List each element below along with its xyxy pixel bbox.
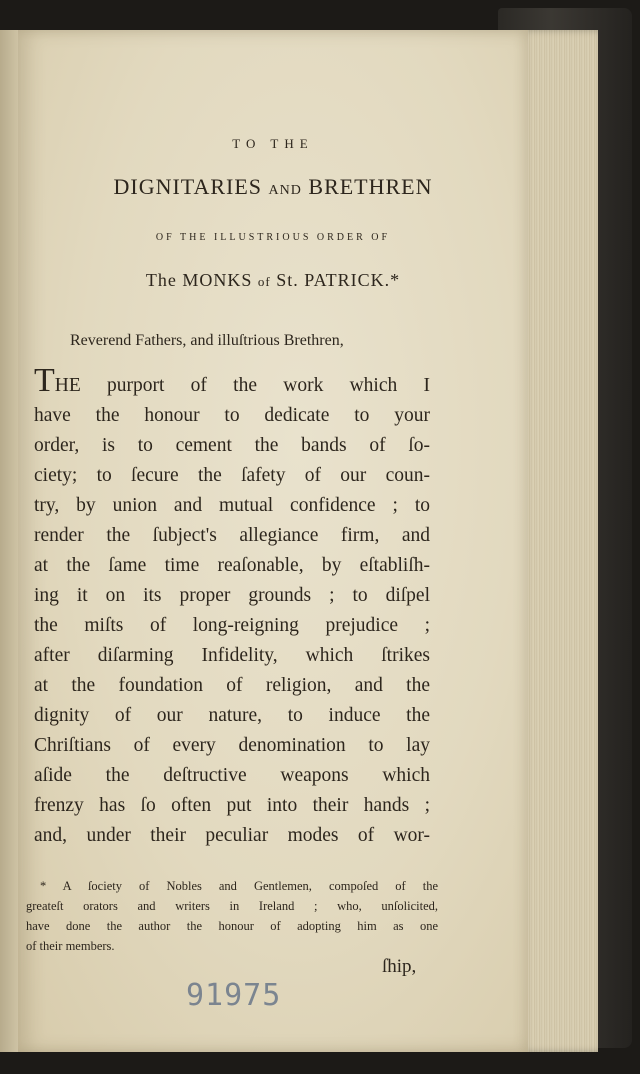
heading-order-line: OF THE ILLUSTRIOUS ORDER OF: [155, 232, 391, 243]
footnote-line: of their members.: [26, 939, 115, 953]
body-line: and, under their peculiar modes of wor-: [34, 825, 430, 846]
book-page: [18, 30, 528, 1052]
body-line-text: HE purport of the work which I: [54, 375, 430, 396]
body-line: ciety; to ſecure the ſafety of our coun-: [34, 465, 430, 486]
footnote: [26, 876, 438, 956]
footnote-line: * A ſociety of Nobles and Gentlemen, compoſed of the: [40, 879, 438, 893]
heading-monks-name: MONKS: [182, 270, 253, 290]
heading-and-word: AND: [268, 183, 302, 198]
heading-dignitaries: [18, 174, 528, 200]
heading-monks-st: St. PATRICK.*: [276, 270, 401, 290]
body-line: after diſarming Infidelity, which ſtrikes: [34, 645, 430, 666]
body-line: at the ſame time reaſonable, by eſtabliſh-: [34, 555, 430, 576]
body-line: the miſts of long-reigning prejudice ;: [34, 615, 430, 636]
library-stamp: 91975: [186, 978, 282, 1013]
body-line: at the foundation of religion, and the: [34, 675, 430, 696]
heading-brethren-word: BRETHREN: [308, 174, 433, 199]
salutation: Reverend Fathers, and illuſtrious Brethren,: [70, 332, 344, 349]
heading-monks-of: of: [257, 274, 271, 289]
body-line: [34, 362, 430, 401]
heading-monks: [18, 270, 528, 291]
footnote-line: greateſt orators and writers in Ireland ; who, unſolicited,: [26, 899, 438, 913]
catchword: ſhip,: [382, 956, 417, 977]
heading-dignitaries-word: DIGNITARIES: [113, 174, 263, 199]
body-line: try, by union and mutual confidence ; to: [34, 495, 430, 516]
body-line: render the ſubject's allegiance firm, and: [34, 525, 430, 546]
body-line: order, is to cement the bands of ſo-: [34, 435, 430, 456]
drop-letter: T: [34, 362, 55, 399]
body-line: aſide the deſtructive weapons which: [34, 765, 430, 786]
page-edges: [520, 30, 598, 1052]
body-text: [34, 362, 430, 851]
body-line: Chriſtians of every denomination to lay: [34, 735, 430, 756]
heading-monks-the: The: [145, 270, 177, 290]
footnote-line: have done the author the honour of adopting him as one: [26, 919, 438, 933]
body-line: have the honour to dedicate to your: [34, 405, 430, 426]
body-line: frenzy has ſo often put into their hands ;: [34, 795, 430, 816]
body-line: ing it on its proper grounds ; to diſpel: [34, 585, 430, 606]
heading-to-the: TO THE: [232, 136, 314, 151]
body-line: dignity of our nature, to induce the: [34, 705, 430, 726]
